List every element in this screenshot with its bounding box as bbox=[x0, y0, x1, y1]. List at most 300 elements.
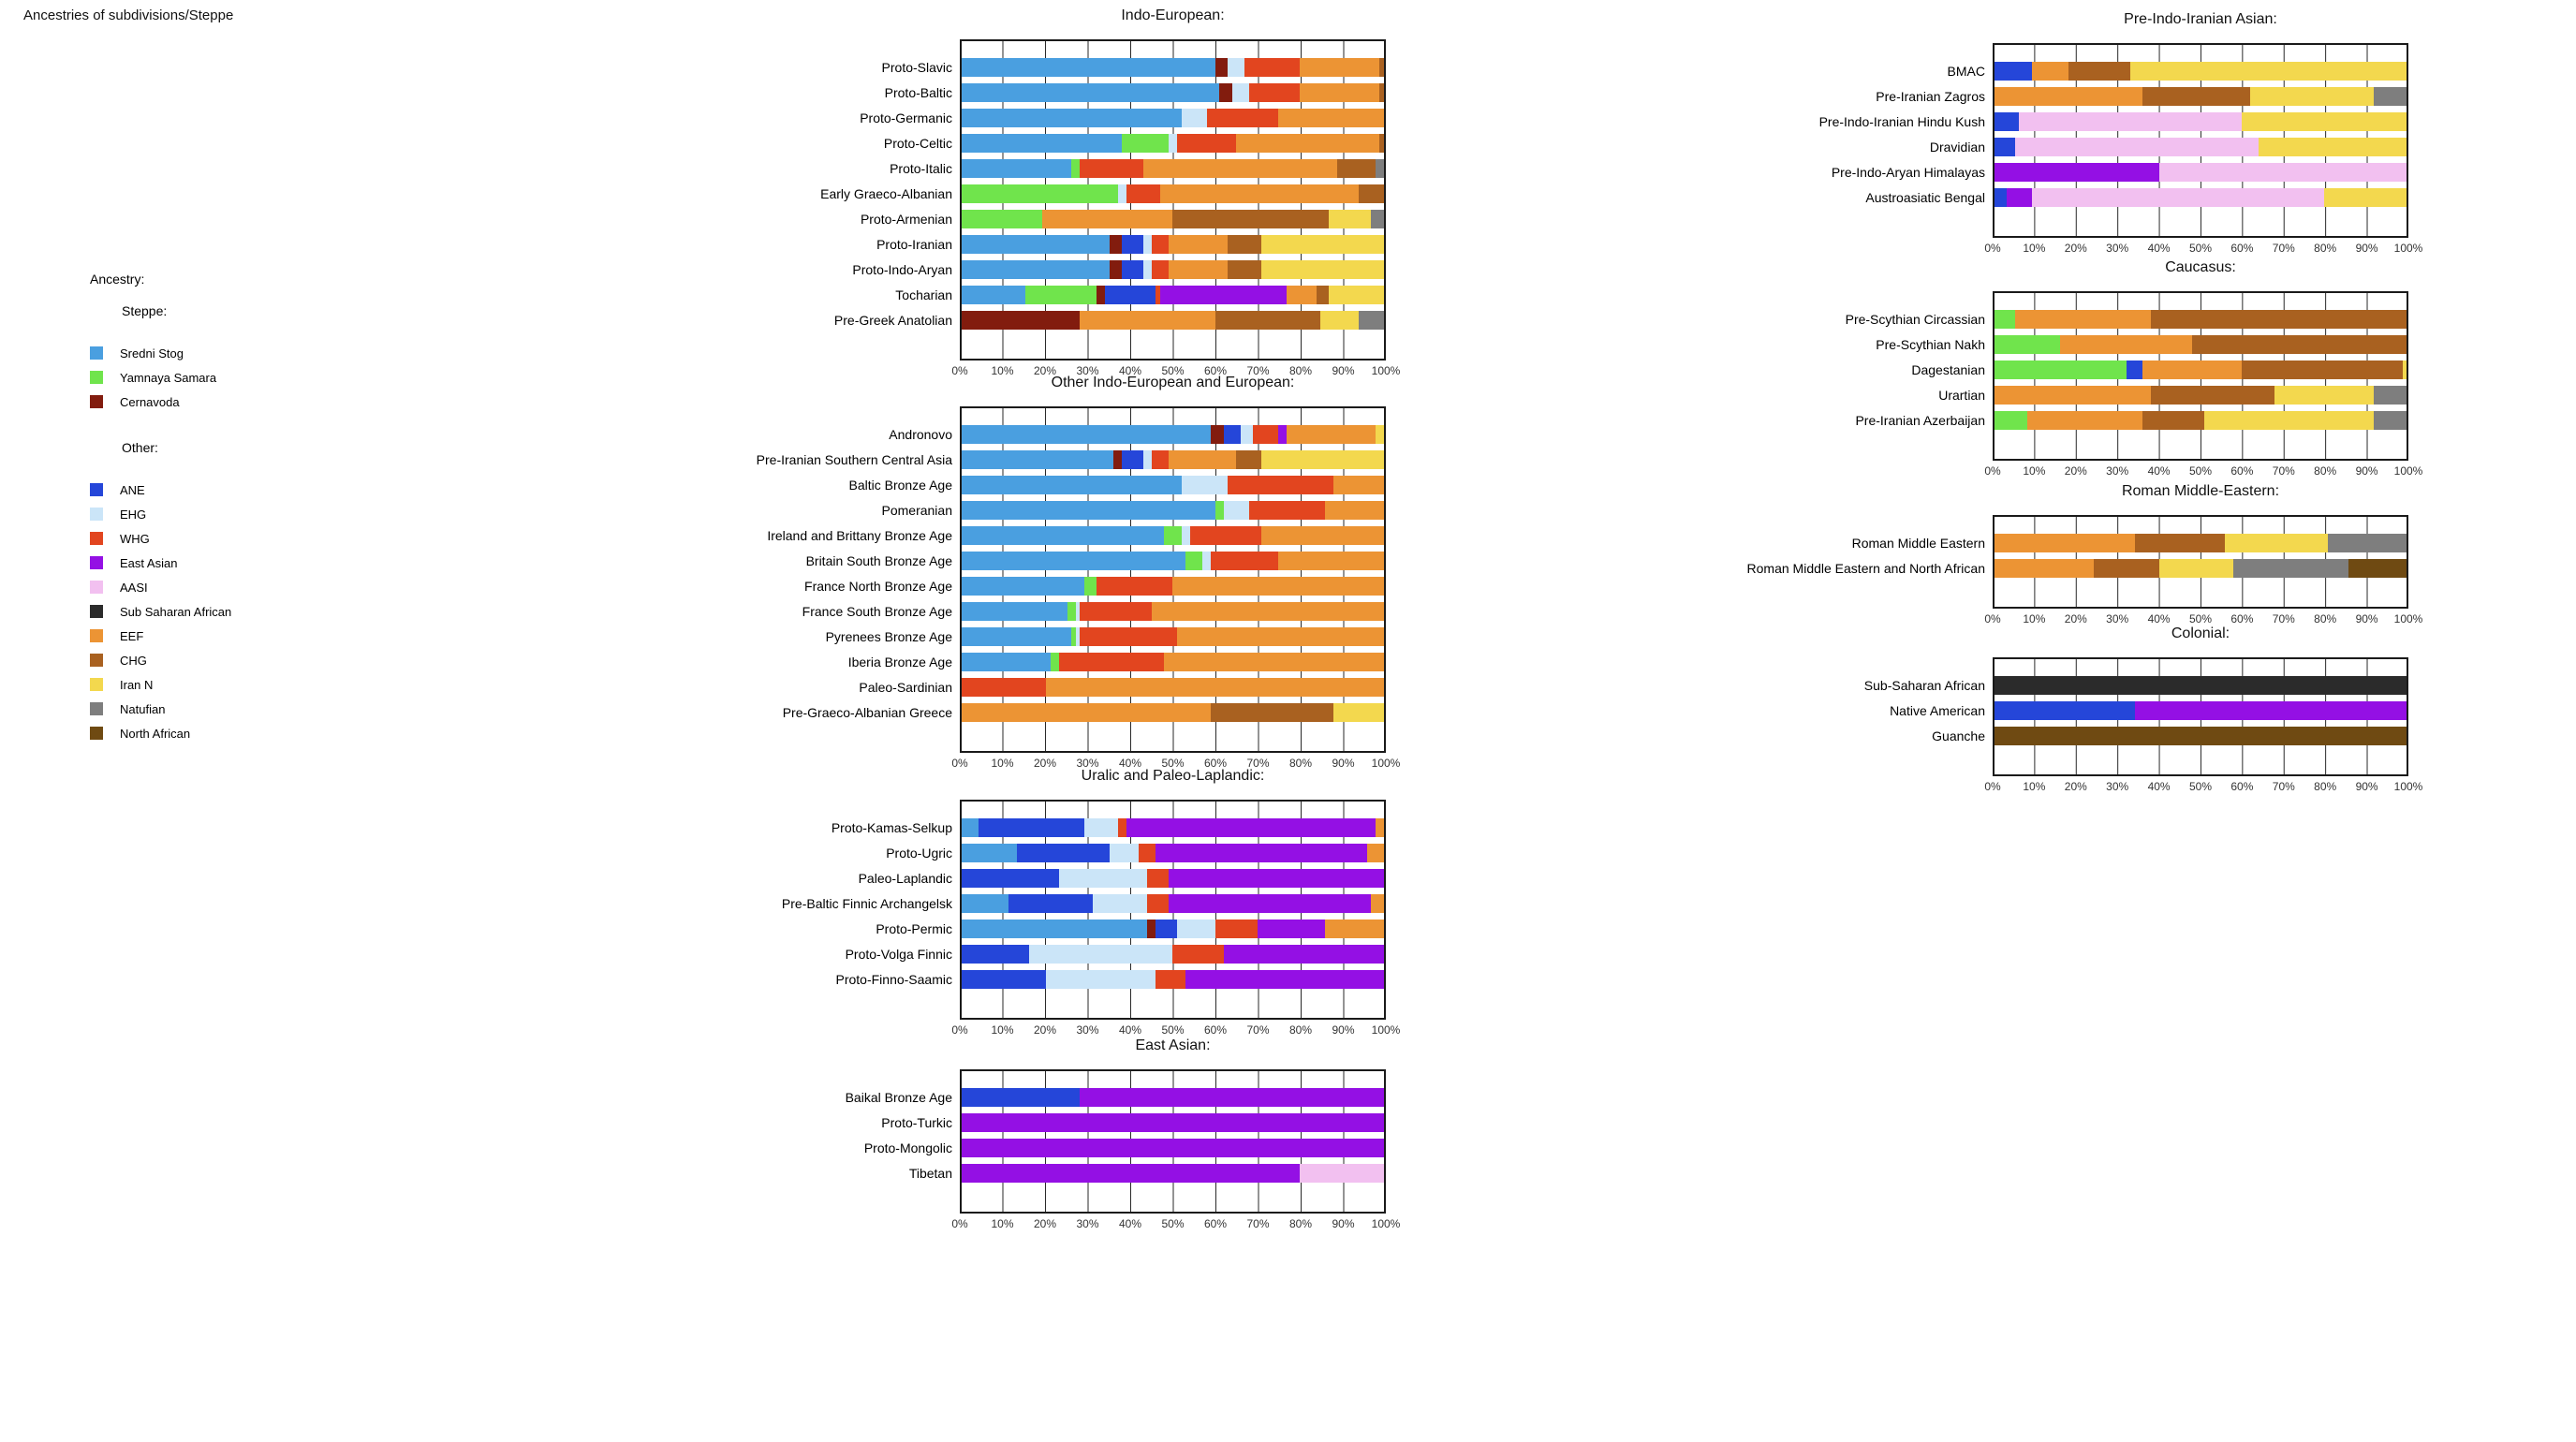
bar-segment bbox=[1164, 526, 1181, 545]
bar-segment bbox=[1118, 818, 1126, 837]
bar-segment bbox=[1156, 844, 1367, 862]
x-tick-label: 70% bbox=[2272, 780, 2295, 793]
bar-segment bbox=[1169, 894, 1371, 913]
bar-row-label: Proto-Baltic bbox=[884, 84, 952, 100]
x-tick-label: 40% bbox=[2147, 612, 2171, 625]
legend-group bbox=[90, 440, 231, 745]
stacked-bar bbox=[962, 260, 1384, 279]
bar-segment bbox=[1215, 58, 1229, 77]
legend-color-swatch bbox=[90, 395, 103, 408]
bar-segment bbox=[2159, 559, 2233, 578]
x-tick-label: 40% bbox=[2147, 242, 2171, 255]
x-tick-label: 50% bbox=[1161, 1217, 1185, 1230]
bar-segment bbox=[1995, 676, 2407, 695]
bar-segment bbox=[1164, 653, 1384, 671]
x-tick-label: 30% bbox=[1076, 1023, 1099, 1037]
plot-area bbox=[1845, 291, 2408, 461]
bar-segment bbox=[2233, 559, 2348, 578]
x-tick-label: 60% bbox=[2230, 612, 2254, 625]
bar-segment bbox=[1241, 425, 1254, 444]
bar-segment bbox=[1287, 425, 1376, 444]
bar-segment bbox=[1278, 552, 1384, 570]
bar-segment bbox=[1995, 112, 2019, 131]
legend-item bbox=[90, 526, 231, 551]
bar-row-label: Early Graeco-Albanian bbox=[820, 185, 952, 201]
bar-segment bbox=[1202, 552, 1211, 570]
bar-segment bbox=[1177, 627, 1384, 646]
bar-segment bbox=[2060, 335, 2192, 354]
x-tick-label: 90% bbox=[2355, 612, 2378, 625]
bar-segment bbox=[1376, 159, 1384, 178]
legend-group-label: Other: bbox=[122, 440, 158, 455]
bar-segment bbox=[1152, 235, 1169, 254]
bar-segment bbox=[1215, 311, 1321, 330]
bar-segment bbox=[1995, 386, 2151, 405]
bar-segment bbox=[2127, 360, 2143, 379]
bar-segment bbox=[962, 1088, 1080, 1107]
stacked-bar bbox=[962, 627, 1384, 646]
x-tick-label: 80% bbox=[2314, 464, 2337, 478]
bar-row bbox=[889, 421, 1384, 447]
bar-row-label: Andronovo bbox=[889, 426, 952, 442]
bar-row-label: Baltic Bronze Age bbox=[848, 477, 952, 493]
stacked-bar bbox=[962, 425, 1384, 444]
bar-segment bbox=[962, 945, 1029, 964]
bar-row-label: Pre-Baltic Finnic Archangelsk bbox=[781, 895, 952, 911]
bar-row-label: Iberia Bronze Age bbox=[847, 654, 952, 670]
bar-segment bbox=[1110, 235, 1123, 254]
bar-row bbox=[802, 598, 1384, 624]
legend-group-label: Steppe: bbox=[122, 303, 168, 318]
stacked-bar bbox=[962, 184, 1384, 203]
chart-title: Colonial: bbox=[2171, 625, 2230, 641]
bar-segment bbox=[962, 159, 1071, 178]
bar-row bbox=[860, 105, 1384, 130]
bar-segment bbox=[1261, 526, 1384, 545]
bar-row-label: Dravidian bbox=[1929, 139, 1985, 154]
x-tick-label: 0% bbox=[1984, 780, 2001, 793]
x-tick-label: 60% bbox=[2230, 464, 2254, 478]
bar-segment bbox=[1105, 286, 1156, 304]
x-tick-label: 100% bbox=[1371, 364, 1401, 377]
x-tick-label: 30% bbox=[2106, 612, 2129, 625]
legend-color-swatch bbox=[90, 532, 103, 545]
x-tick-label: 80% bbox=[1288, 757, 1313, 770]
bar-segment bbox=[1059, 869, 1148, 888]
bar-row-label: Urartian bbox=[1938, 387, 1985, 403]
bar-row bbox=[848, 472, 1384, 497]
bar-segment bbox=[962, 476, 1182, 494]
chart-indo-european bbox=[529, 7, 1401, 379]
bar-segment bbox=[1042, 210, 1173, 228]
bar-row-label: Ireland and Brittany Bronze Age bbox=[767, 527, 952, 543]
bar-row bbox=[1947, 58, 2407, 83]
bar-segment bbox=[962, 260, 1110, 279]
chart-caucasus bbox=[1562, 259, 2423, 479]
x-tick-label: 20% bbox=[1033, 1023, 1057, 1037]
bar-segment bbox=[1367, 844, 1384, 862]
bar-row-label: France North Bronze Age bbox=[804, 578, 952, 594]
bar-segment bbox=[2328, 534, 2407, 552]
bar-segment bbox=[1067, 602, 1076, 621]
x-tick-label: 60% bbox=[1203, 757, 1228, 770]
plot-area bbox=[820, 39, 1386, 360]
x-tick-label: 40% bbox=[1118, 1217, 1142, 1230]
legend-item-label: Natufian bbox=[120, 701, 166, 716]
bar-segment bbox=[1046, 678, 1384, 697]
legend bbox=[90, 272, 231, 772]
bar-segment bbox=[1995, 138, 2015, 156]
bar-row-label: Proto-Germanic bbox=[860, 110, 952, 125]
bar-segment bbox=[1995, 163, 2159, 182]
bar-segment bbox=[1122, 260, 1143, 279]
legend-color-swatch bbox=[90, 702, 103, 715]
bar-segment bbox=[962, 678, 1046, 697]
bar-segment bbox=[1320, 311, 1359, 330]
bar-segment bbox=[1236, 450, 1261, 469]
stacked-bar bbox=[962, 450, 1384, 469]
bar-segment bbox=[962, 210, 1042, 228]
stacked-bar bbox=[962, 286, 1384, 304]
bar-row-label: Paleo-Laplandic bbox=[858, 870, 952, 886]
bar-row-label: Tibetan bbox=[908, 1165, 952, 1181]
bar-row-label: France South Bronze Age bbox=[802, 603, 952, 619]
bar-segment bbox=[1169, 260, 1228, 279]
bar-segment bbox=[1071, 159, 1080, 178]
bar-segment bbox=[1122, 235, 1143, 254]
chart-colonial bbox=[1562, 625, 2423, 795]
bar-segment bbox=[1182, 109, 1207, 127]
bar-segment bbox=[2242, 112, 2407, 131]
bar-row bbox=[852, 257, 1384, 282]
x-tick-label: 70% bbox=[1246, 364, 1270, 377]
bar-segment bbox=[1244, 58, 1300, 77]
bar-segment bbox=[1122, 134, 1169, 153]
bar-segment bbox=[962, 577, 1084, 596]
bar-segment bbox=[962, 109, 1182, 127]
legend-item-label: East Asian bbox=[120, 555, 178, 570]
bar-segment bbox=[1359, 311, 1384, 330]
x-tick-label: 40% bbox=[1118, 364, 1142, 377]
bar-segment bbox=[1379, 58, 1384, 77]
bar-segment bbox=[1185, 552, 1202, 570]
x-axis bbox=[1984, 778, 2423, 795]
x-tick-label: 20% bbox=[1033, 757, 1057, 770]
x-tick-label: 90% bbox=[2355, 242, 2378, 255]
bar-segment bbox=[962, 1139, 1384, 1157]
bar-segment bbox=[2250, 87, 2374, 106]
bar-segment bbox=[1325, 501, 1384, 520]
x-tick-label: 20% bbox=[2064, 612, 2087, 625]
bar-segment bbox=[1080, 159, 1143, 178]
x-tick-label: 0% bbox=[1984, 242, 2001, 255]
bar-row-label: Pre-Scythian Nakh bbox=[1876, 336, 1985, 352]
bar-segment bbox=[962, 627, 1071, 646]
bar-segment bbox=[2068, 62, 2130, 81]
x-tick-label: 30% bbox=[1076, 757, 1099, 770]
x-tick-label: 20% bbox=[2064, 242, 2087, 255]
stacked-bar bbox=[1995, 534, 2407, 552]
chart-title: Other Indo-European and European: bbox=[1051, 375, 1295, 390]
bar-row-label: Pre-Iranian Southern Central Asia bbox=[756, 451, 952, 467]
bar-segment bbox=[1249, 501, 1325, 520]
legend-color-swatch bbox=[90, 678, 103, 691]
stacked-bar bbox=[962, 577, 1384, 596]
bar-segment bbox=[962, 286, 1025, 304]
bar-segment bbox=[962, 869, 1059, 888]
bar-segment bbox=[1126, 818, 1376, 837]
bar-segment bbox=[1228, 235, 1261, 254]
x-tick-label: 50% bbox=[2188, 242, 2213, 255]
bar-segment bbox=[1059, 653, 1165, 671]
x-tick-label: 90% bbox=[2355, 780, 2378, 793]
bar-segment bbox=[962, 235, 1110, 254]
legend-color-swatch bbox=[90, 483, 103, 496]
legend-item bbox=[90, 365, 231, 390]
legend-item bbox=[90, 551, 231, 575]
x-tick-label: 90% bbox=[1332, 364, 1355, 377]
bar-row bbox=[1938, 382, 2407, 407]
bar-segment bbox=[1359, 184, 1384, 203]
bar-row bbox=[756, 447, 1384, 472]
legend-item bbox=[90, 624, 231, 648]
bar-row-label: Roman Middle Eastern bbox=[1851, 535, 1985, 551]
bar-segment bbox=[1177, 134, 1236, 153]
bar-row bbox=[847, 649, 1384, 674]
bar-segment bbox=[1261, 235, 1384, 254]
bar-segment bbox=[1080, 627, 1177, 646]
x-tick-label: 30% bbox=[2106, 464, 2129, 478]
bar-segment bbox=[1177, 920, 1215, 938]
x-tick-label: 70% bbox=[1246, 1217, 1270, 1230]
bar-segment bbox=[1995, 188, 2007, 207]
legend-item-label: Sredni Stog bbox=[120, 346, 184, 360]
legend-item bbox=[90, 599, 231, 624]
x-tick-label: 0% bbox=[951, 1217, 968, 1230]
x-tick-label: 80% bbox=[2314, 780, 2337, 793]
bar-row bbox=[820, 181, 1384, 206]
plot-area bbox=[1746, 515, 2408, 609]
bar-segment bbox=[1995, 559, 2094, 578]
x-tick-label: 50% bbox=[2188, 464, 2213, 478]
plot-area bbox=[781, 800, 1386, 1020]
bar-segment bbox=[962, 58, 1215, 77]
bar-row-label: Proto-Finno-Saamic bbox=[835, 971, 952, 987]
bar-segment bbox=[962, 844, 1017, 862]
bar-segment bbox=[2032, 62, 2069, 81]
bar-segment bbox=[1097, 577, 1172, 596]
bar-segment bbox=[1029, 945, 1172, 964]
bar-segment bbox=[2007, 188, 2031, 207]
stacked-bar bbox=[1995, 310, 2407, 329]
bar-segment bbox=[2015, 138, 2259, 156]
stacked-bar bbox=[962, 159, 1384, 178]
bar-segment bbox=[962, 184, 1118, 203]
bar-row bbox=[835, 966, 1384, 992]
legend-item-label: WHG bbox=[120, 531, 150, 546]
x-axis bbox=[1984, 463, 2423, 479]
stacked-bar bbox=[1995, 87, 2407, 106]
x-tick-label: 20% bbox=[1033, 1217, 1057, 1230]
legend-item bbox=[90, 478, 231, 502]
bar-row bbox=[860, 206, 1384, 231]
x-tick-label: 40% bbox=[2147, 780, 2171, 793]
chart-title: East Asian: bbox=[1135, 1037, 1211, 1053]
bar-row bbox=[804, 573, 1384, 598]
bar-row bbox=[1932, 723, 2407, 748]
bar-segment bbox=[1278, 425, 1287, 444]
bar-segment bbox=[1261, 260, 1384, 279]
bar-row-label: Proto-Italic bbox=[890, 160, 952, 176]
stacked-bar bbox=[962, 703, 1384, 722]
bar-row-label: Proto-Volga Finnic bbox=[845, 946, 952, 962]
bar-row-label: Austroasiatic Bengal bbox=[1865, 189, 1985, 205]
legend-color-swatch bbox=[90, 727, 103, 740]
bar-segment bbox=[962, 134, 1122, 153]
stacked-bar bbox=[1995, 559, 2407, 578]
bar-segment bbox=[1371, 210, 1384, 228]
bar-segment bbox=[1371, 894, 1384, 913]
x-tick-label: 100% bbox=[1371, 1217, 1401, 1230]
legend-group bbox=[90, 303, 231, 414]
bar-row bbox=[883, 130, 1384, 155]
x-tick-label: 0% bbox=[951, 757, 968, 770]
x-tick-label: 90% bbox=[1332, 757, 1355, 770]
bar-row bbox=[1911, 357, 2407, 382]
bar-segment bbox=[2159, 163, 2407, 182]
bar-segment bbox=[1215, 920, 1258, 938]
bar-row bbox=[1865, 184, 2407, 210]
bar-segment bbox=[1093, 894, 1148, 913]
legend-color-swatch bbox=[90, 556, 103, 569]
bar-row-label: Sub-Saharan African bbox=[1863, 677, 1985, 693]
bar-segment bbox=[1126, 184, 1160, 203]
bar-segment bbox=[1156, 920, 1177, 938]
bar-segment bbox=[1169, 134, 1177, 153]
x-tick-label: 50% bbox=[2188, 612, 2213, 625]
stacked-bar bbox=[962, 109, 1384, 127]
bar-segment bbox=[2027, 411, 2142, 430]
chart-uralic-and-paleo-laplandic bbox=[529, 768, 1401, 1038]
bar-segment bbox=[1080, 311, 1214, 330]
stacked-bar bbox=[1995, 112, 2407, 131]
bar-segment bbox=[1160, 184, 1359, 203]
bar-segment bbox=[1300, 58, 1380, 77]
bar-segment bbox=[1152, 260, 1169, 279]
page-title: Ancestries of subdivisions/Steppe bbox=[23, 7, 234, 23]
bar-segment bbox=[1097, 286, 1105, 304]
bar-segment bbox=[1147, 894, 1169, 913]
legend-color-swatch bbox=[90, 371, 103, 384]
bar-segment bbox=[2142, 87, 2249, 106]
bar-row bbox=[858, 865, 1384, 890]
bar-segment bbox=[962, 450, 1113, 469]
bar-segment bbox=[1080, 602, 1152, 621]
bar-segment bbox=[1995, 310, 2015, 329]
bar-row bbox=[1845, 306, 2407, 331]
stacked-bar bbox=[962, 526, 1384, 545]
bar-segment bbox=[1379, 134, 1384, 153]
bar-segment bbox=[2403, 360, 2407, 379]
stacked-bar bbox=[962, 552, 1384, 570]
legend-item bbox=[90, 341, 231, 365]
bar-segment bbox=[2374, 87, 2407, 106]
bar-row bbox=[805, 548, 1384, 573]
stacked-bar bbox=[1995, 701, 2407, 720]
bar-segment bbox=[1215, 501, 1224, 520]
x-tick-label: 10% bbox=[991, 1023, 1014, 1037]
bar-segment bbox=[1329, 210, 1371, 228]
x-tick-label: 30% bbox=[1076, 364, 1099, 377]
legend-item bbox=[90, 721, 231, 745]
bar-segment bbox=[1152, 450, 1169, 469]
bar-segment bbox=[1224, 425, 1241, 444]
bar-segment bbox=[1143, 450, 1152, 469]
x-tick-label: 60% bbox=[1203, 1217, 1228, 1230]
stacked-bar bbox=[962, 970, 1384, 989]
chart-pre-indo-iranian-asian bbox=[1562, 11, 2423, 257]
x-tick-label: 30% bbox=[2106, 780, 2129, 793]
chart-other-indo-european-and-european bbox=[529, 375, 1401, 772]
bar-row-label: Baikal Bronze Age bbox=[845, 1089, 952, 1105]
x-tick-label: 0% bbox=[1984, 612, 2001, 625]
bar-segment bbox=[1224, 945, 1384, 964]
bar-segment bbox=[2135, 534, 2226, 552]
x-tick-label: 100% bbox=[2393, 464, 2423, 478]
bar-segment bbox=[1190, 526, 1262, 545]
stacked-bar bbox=[962, 1088, 1384, 1107]
chart-roman-middle-eastern bbox=[1562, 483, 2423, 627]
bar-row bbox=[908, 1160, 1384, 1185]
bar-segment bbox=[1261, 450, 1384, 469]
bar-row-label: Proto-Turkic bbox=[881, 1114, 952, 1130]
stacked-bar bbox=[1995, 163, 2407, 182]
bar-row-label: Proto-Armenian bbox=[860, 211, 952, 227]
bar-segment bbox=[1207, 109, 1279, 127]
x-tick-label: 50% bbox=[2188, 780, 2213, 793]
legend-item-label: Cernavoda bbox=[120, 394, 180, 409]
bar-segment bbox=[962, 970, 1046, 989]
bar-segment bbox=[1182, 526, 1190, 545]
bar-segment bbox=[1211, 703, 1333, 722]
bar-segment bbox=[1172, 210, 1329, 228]
bar-row bbox=[782, 699, 1384, 725]
bar-segment bbox=[1156, 970, 1185, 989]
x-tick-label: 10% bbox=[2023, 612, 2046, 625]
chart-title: Pre-Indo-Iranian Asian: bbox=[2124, 11, 2277, 27]
stacked-bar bbox=[962, 945, 1384, 964]
legend-groups bbox=[90, 303, 231, 745]
chart-east-asian bbox=[529, 1037, 1401, 1232]
bar-segment bbox=[1258, 920, 1325, 938]
bar-segment bbox=[1147, 869, 1169, 888]
x-tick-label: 30% bbox=[2106, 242, 2129, 255]
plot-area bbox=[756, 406, 1386, 753]
bar-segment bbox=[2225, 534, 2328, 552]
bar-segment bbox=[2192, 335, 2407, 354]
bar-segment bbox=[962, 920, 1147, 938]
bar-row-label: Proto-Permic bbox=[876, 920, 952, 936]
legend-item-label: EHG bbox=[120, 507, 147, 522]
bar-segment bbox=[1017, 844, 1110, 862]
bar-segment bbox=[2032, 188, 2324, 207]
bar-row-label: Proto-Celtic bbox=[883, 135, 952, 151]
bar-row-label: Pre-Greek Anatolian bbox=[833, 312, 952, 328]
bar-row bbox=[895, 282, 1384, 307]
bar-segment bbox=[979, 818, 1084, 837]
legend-color-swatch bbox=[90, 654, 103, 667]
bar-row-label: Native American bbox=[1890, 702, 1985, 718]
